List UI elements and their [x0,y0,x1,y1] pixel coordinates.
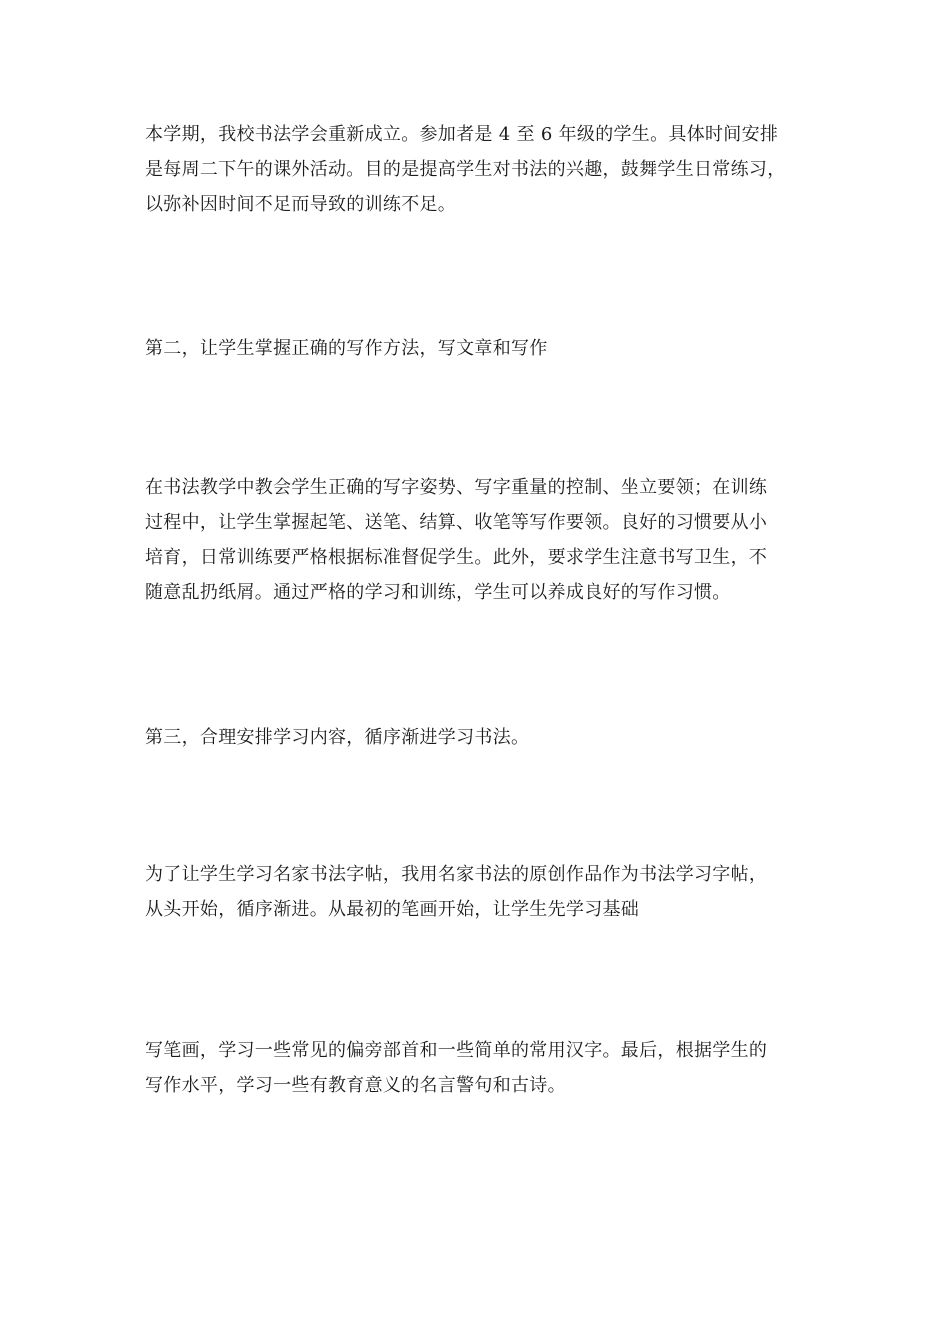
text-line: 为了让学生学习名家书法字帖，我用名家书法的原创作品作为书法学习字帖， [145,864,768,885]
text-line: 是每周二下午的课外活动。目的是提高学生对书法的兴趣，鼓舞学生日常练习， [145,159,786,180]
text-line: 第三，合理安排学习内容，循序渐进学习书法。 [145,727,530,748]
paragraph-intro [145,117,810,222]
text-line: 从头开始，循序渐进。从最初的笔画开始，让学生先学习基础 [145,899,640,920]
paragraph-copybook [145,857,810,927]
paragraph-strokes [145,1033,810,1103]
text-line: 培育，日常训练要严格根据标准督促学生。此外，要求学生注意书写卫生，不 [145,547,768,568]
section-heading-third [145,720,810,755]
text-line: 以弥补因时间不足而导致的训练不足。 [145,194,457,215]
text-line: 过程中，让学生掌握起笔、送笔、结算、收笔等写作要领。良好的习惯要从小 [145,512,768,533]
text-line: 本学期，我校书法学会重新成立。参加者是 4 至 6 年级的学生。具体时间安排 [145,124,779,145]
text-line: 写作水平，学习一些有教育意义的名言警句和古诗。 [145,1075,566,1096]
text-line: 写笔画，学习一些常见的偏旁部首和一些简单的常用汉字。最后，根据学生的 [145,1040,768,1061]
paragraph-writing-method [145,470,810,610]
text-line: 随意乱扔纸屑。通过严格的学习和训练，学生可以养成良好的写作习惯。 [145,582,731,603]
section-heading-second [145,331,810,366]
text-line: 在书法教学中教会学生正确的写字姿势、写字重量的控制、坐立要领；在训练 [145,477,768,498]
text-line: 第二，让学生掌握正确的写作方法，写文章和写作 [145,338,548,359]
